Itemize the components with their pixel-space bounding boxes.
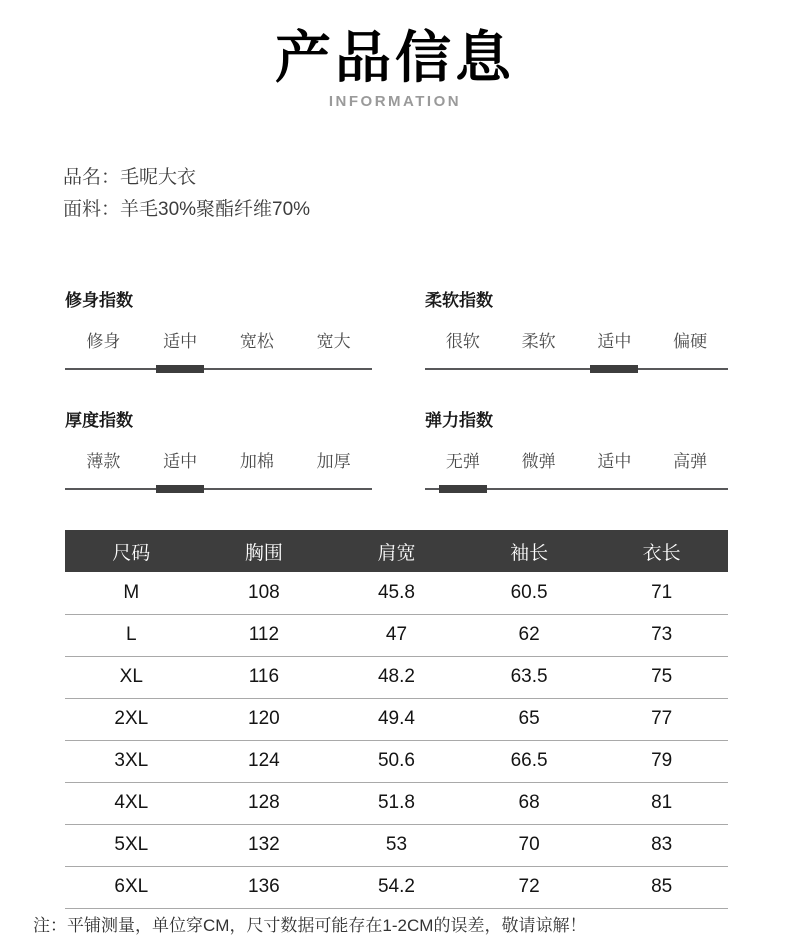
index-option: 偏硬 — [673, 332, 708, 352]
index-options — [65, 330, 372, 368]
table-cell: 71 — [595, 572, 728, 614]
product-fabric-row — [63, 194, 790, 226]
index-grid — [65, 290, 728, 490]
size-table-column-header: 尺码 — [65, 530, 198, 572]
product-name-label: 品名： — [63, 167, 121, 189]
index-option: 加厚 — [316, 452, 351, 472]
table-cell: 62 — [463, 614, 596, 656]
table-row — [65, 572, 728, 614]
table-cell: 72 — [463, 866, 596, 908]
table-cell: 112 — [198, 614, 331, 656]
size-table-column-header: 胸围 — [198, 530, 331, 572]
table-cell: 49.4 — [330, 698, 463, 740]
table-cell: 60.5 — [463, 572, 596, 614]
product-summary — [63, 162, 790, 226]
product-fabric-label: 面料： — [63, 199, 121, 221]
index-selected-marker — [156, 365, 204, 373]
index-options — [65, 450, 372, 488]
page-header — [0, 0, 790, 110]
table-cell: 108 — [198, 572, 331, 614]
table-cell: 136 — [198, 866, 331, 908]
table-cell: XL — [65, 656, 198, 698]
index-option: 微弹 — [521, 452, 556, 472]
table-cell: 124 — [198, 740, 331, 782]
index-title: 厚度指数 — [65, 411, 133, 431]
index-option: 宽大 — [316, 332, 351, 352]
table-cell: 77 — [595, 698, 728, 740]
measurement-note: 注：平铺测量，单位穿CM，尺寸数据可能存在1-2CM的误差，敬请谅解！ — [33, 915, 587, 935]
table-cell: 2XL — [65, 698, 198, 740]
table-cell: 70 — [463, 824, 596, 866]
index-selected-marker — [156, 485, 204, 493]
table-row — [65, 866, 728, 908]
index-track — [425, 488, 728, 490]
table-cell: 128 — [198, 782, 331, 824]
index-option: 无弹 — [445, 452, 480, 472]
table-cell: 51.8 — [330, 782, 463, 824]
table-cell: 45.8 — [330, 572, 463, 614]
table-cell: 120 — [198, 698, 331, 740]
size-table-column-header: 衣长 — [595, 530, 728, 572]
index-widget-2 — [65, 410, 372, 490]
page-subtitle: INFORMATION — [328, 93, 462, 111]
table-row — [65, 698, 728, 740]
index-title: 修身指数 — [65, 291, 133, 311]
table-cell: 73 — [595, 614, 728, 656]
index-selected-marker — [590, 365, 638, 373]
table-cell: 50.6 — [330, 740, 463, 782]
page-title: 产品信息 — [275, 26, 515, 89]
index-option: 薄款 — [86, 452, 121, 472]
table-row — [65, 740, 728, 782]
size-table-column-header: 肩宽 — [330, 530, 463, 572]
table-row — [65, 656, 728, 698]
index-option: 很软 — [445, 332, 480, 352]
size-table-head — [65, 530, 728, 572]
index-track — [65, 368, 372, 370]
index-option: 加棉 — [239, 452, 274, 472]
product-name-value: 毛呢大衣 — [120, 167, 197, 189]
table-cell: 81 — [595, 782, 728, 824]
index-option: 修身 — [86, 332, 121, 352]
table-cell: 83 — [595, 824, 728, 866]
index-option: 适中 — [597, 332, 632, 352]
table-cell: 85 — [595, 866, 728, 908]
product-fabric-value: 羊毛30%聚酯纤维70% — [120, 199, 311, 221]
index-option: 高弹 — [673, 452, 708, 472]
table-row — [65, 782, 728, 824]
product-name-row — [63, 162, 790, 194]
index-widget-0 — [65, 290, 372, 370]
size-table-column-header: 袖长 — [463, 530, 596, 572]
table-cell: 54.2 — [330, 866, 463, 908]
index-options — [425, 330, 728, 368]
index-track — [425, 368, 728, 370]
table-cell: 4XL — [65, 782, 198, 824]
index-selected-marker — [439, 485, 487, 493]
index-option: 宽松 — [239, 332, 274, 352]
table-cell: 116 — [198, 656, 331, 698]
table-cell: 63.5 — [463, 656, 596, 698]
table-cell: 6XL — [65, 866, 198, 908]
index-track — [65, 488, 372, 490]
index-widget-1 — [425, 290, 728, 370]
size-table-body — [65, 572, 728, 908]
table-cell: 68 — [463, 782, 596, 824]
index-option: 适中 — [597, 452, 632, 472]
table-cell: 75 — [595, 656, 728, 698]
table-cell: 3XL — [65, 740, 198, 782]
index-options — [425, 450, 728, 488]
index-option: 适中 — [163, 452, 198, 472]
table-cell: 132 — [198, 824, 331, 866]
size-table-header-row — [65, 530, 728, 572]
table-row — [65, 614, 728, 656]
index-widget-3 — [425, 410, 728, 490]
table-cell: 53 — [330, 824, 463, 866]
table-row — [65, 824, 728, 866]
size-table — [65, 530, 728, 909]
table-cell: 47 — [330, 614, 463, 656]
index-title: 柔软指数 — [425, 291, 493, 311]
table-cell: M — [65, 572, 198, 614]
table-cell: 5XL — [65, 824, 198, 866]
table-cell: 65 — [463, 698, 596, 740]
table-cell: 48.2 — [330, 656, 463, 698]
table-cell: 79 — [595, 740, 728, 782]
table-cell: 66.5 — [463, 740, 596, 782]
index-title: 弹力指数 — [425, 411, 493, 431]
index-option: 柔软 — [521, 332, 556, 352]
index-option: 适中 — [163, 332, 198, 352]
table-cell: L — [65, 614, 198, 656]
